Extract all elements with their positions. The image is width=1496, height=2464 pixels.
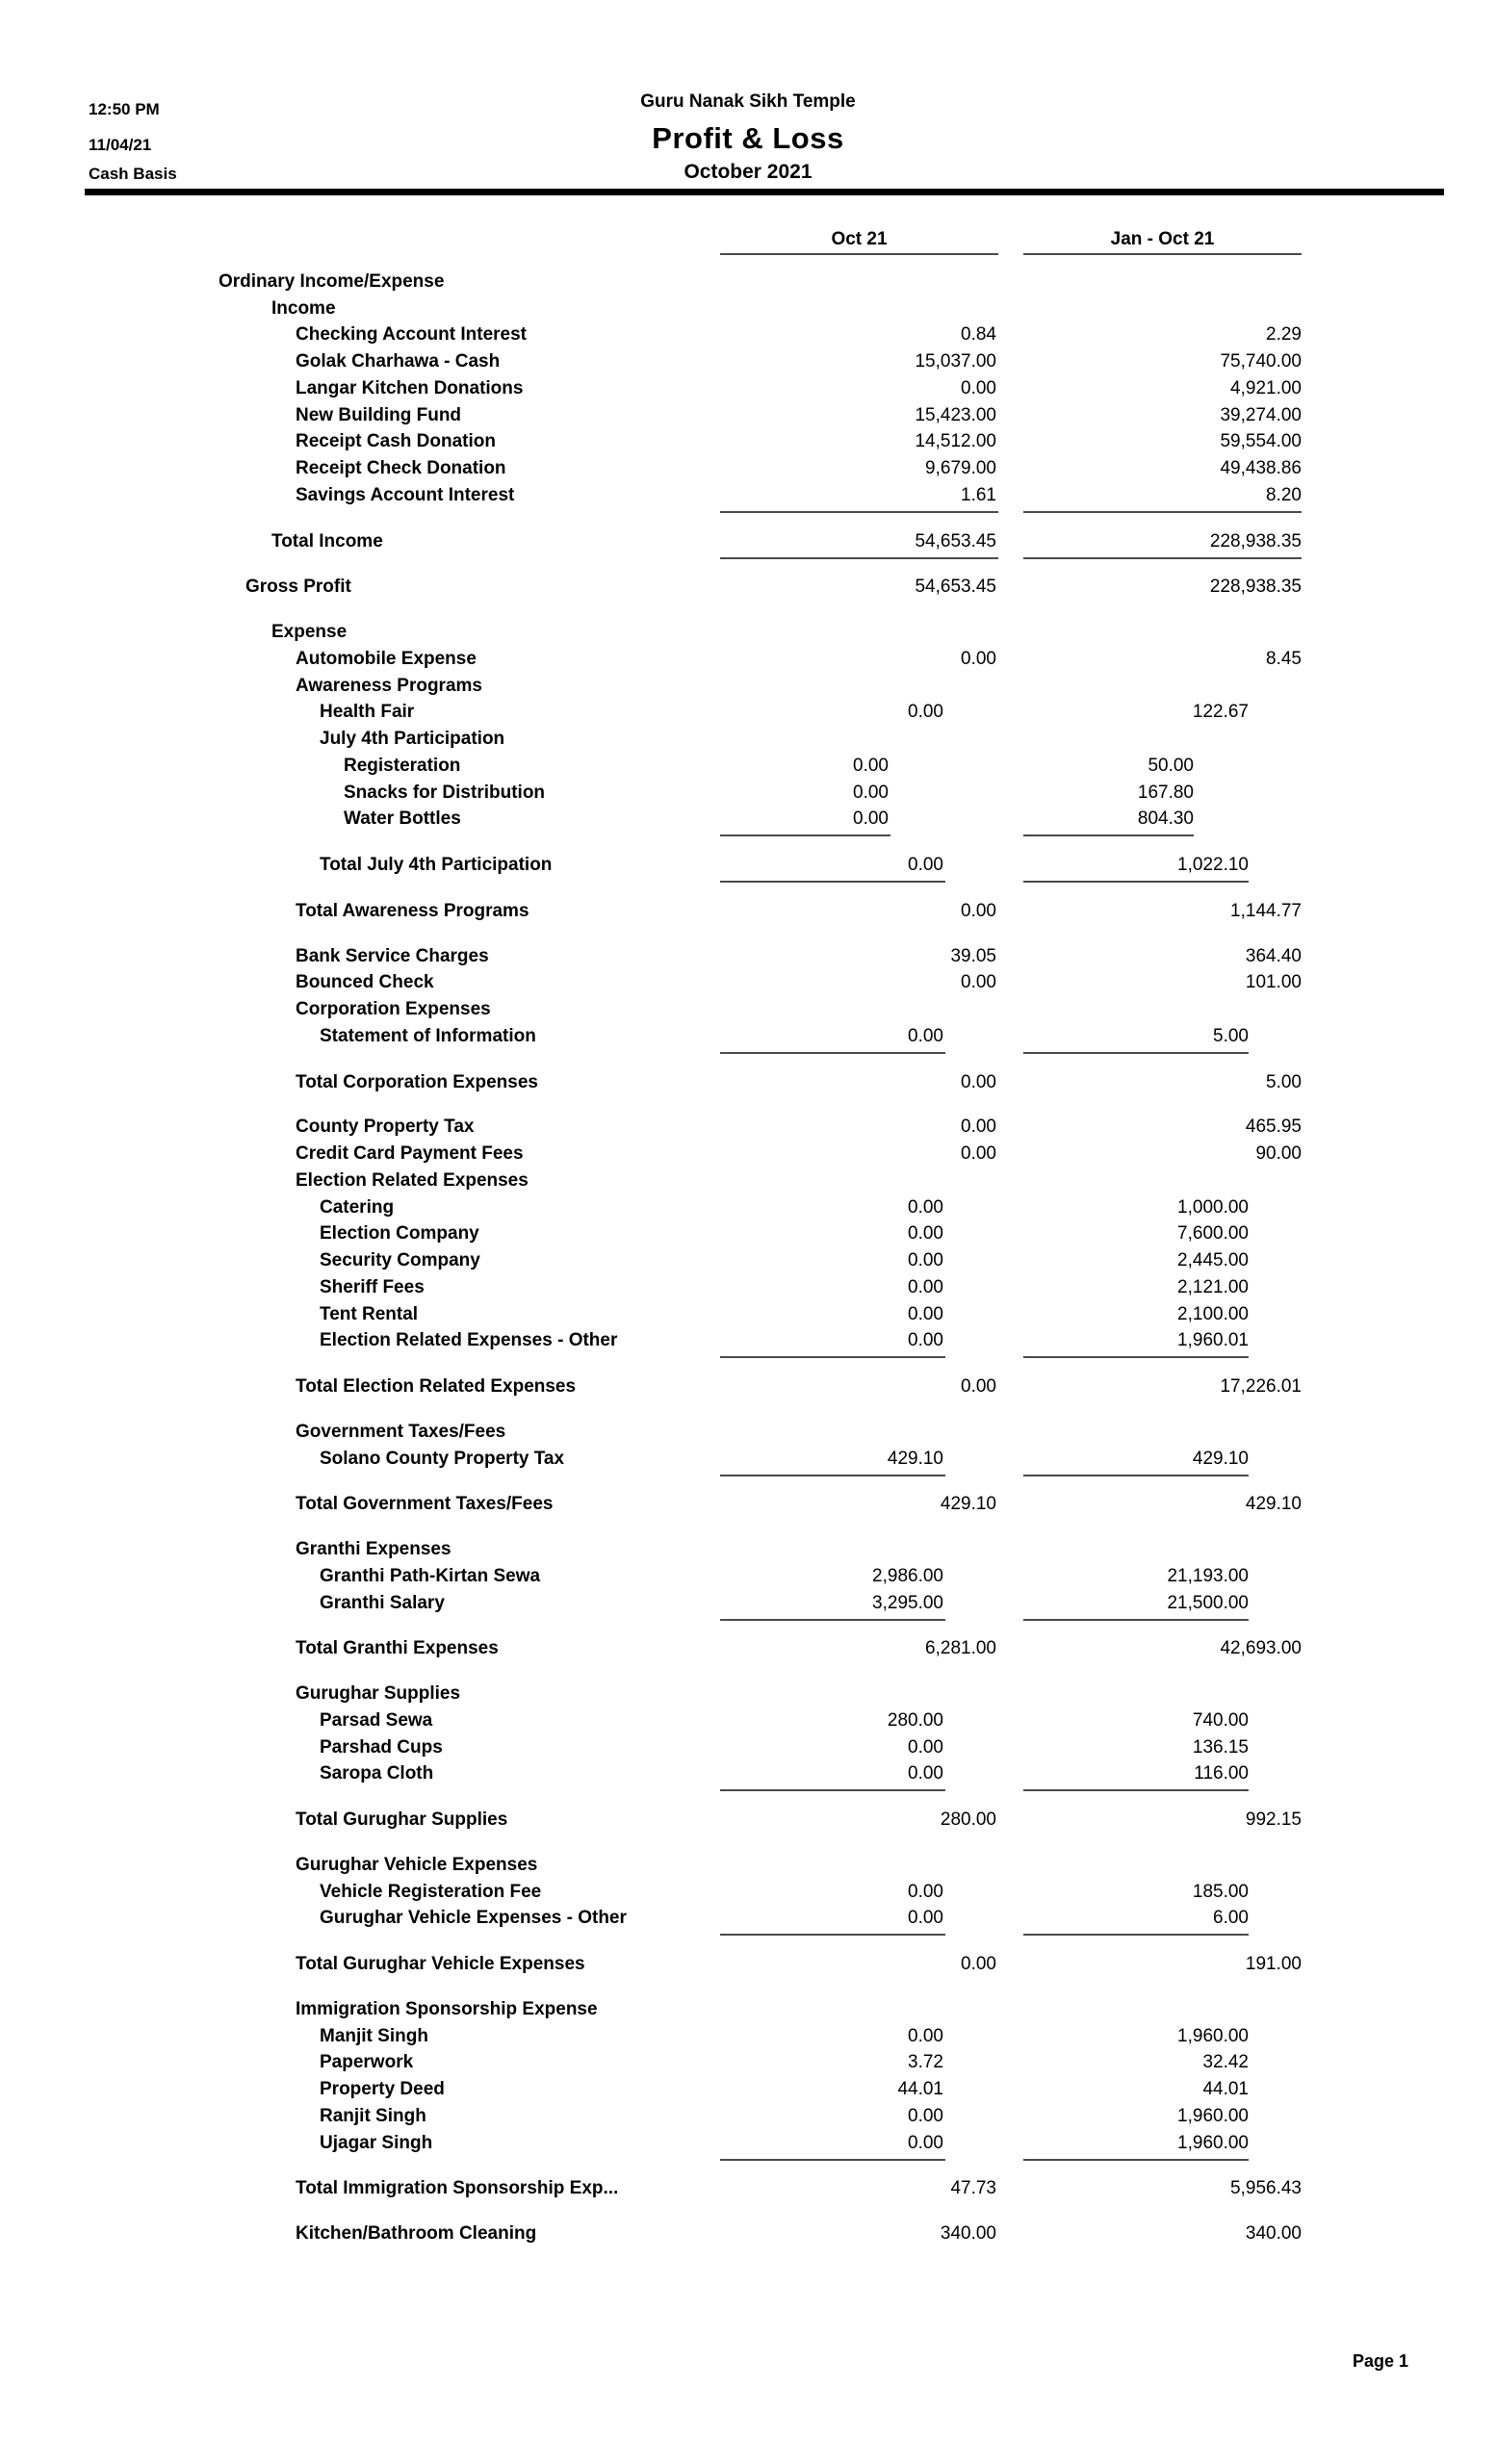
account-row	[0, 528, 1496, 555]
account-label: Income	[271, 297, 336, 319]
account-label: Registeration	[344, 755, 461, 776]
total-underline-oct	[720, 1356, 945, 1358]
total-underline	[0, 879, 1496, 898]
account-label: County Property Tax	[296, 1116, 475, 1138]
account-row	[0, 402, 1496, 429]
jan-oct-21-value: 740.00	[1192, 1709, 1249, 1731]
account-row	[0, 1590, 1496, 1617]
account-group-row	[0, 1419, 1496, 1446]
account-row	[0, 1141, 1496, 1168]
account-group-row	[0, 1996, 1496, 2023]
account-label: Gurughar Vehicle Expenses - Other	[320, 1908, 627, 1929]
jan-oct-21-value: 429.10	[1192, 1448, 1249, 1469]
account-row	[0, 1328, 1496, 1355]
oct-21-value: 0.00	[961, 900, 996, 921]
account-label: Total Gurughar Vehicle Expenses	[296, 1954, 585, 1975]
report-run-time: 12:50 PM	[89, 100, 160, 118]
account-row	[0, 1373, 1496, 1400]
account-row	[0, 1563, 1496, 1590]
account-row	[0, 455, 1496, 482]
jan-oct-21-value: 185.00	[1192, 1881, 1249, 1902]
account-label: Granthi Expenses	[296, 1539, 451, 1560]
account-label: Total Election Related Expenses	[296, 1376, 577, 1398]
report-title: Profit & Loss	[652, 121, 844, 155]
oct-21-value: 280.00	[940, 1810, 996, 1831]
account-label: Sheriff Fees	[320, 1276, 425, 1297]
oct-21-value: 15,423.00	[915, 404, 996, 425]
account-row	[0, 1194, 1496, 1221]
account-label: Election Related Expenses	[296, 1169, 529, 1191]
jan-oct-21-value: 5.00	[1213, 1025, 1249, 1046]
oct-21-value: 44.01	[897, 2079, 943, 2100]
section-gap	[0, 1518, 1496, 1536]
account-row	[0, 898, 1496, 925]
oct-21-value: 0.00	[908, 1736, 943, 1758]
oct-21-value: 1.61	[961, 484, 996, 505]
account-row	[0, 1807, 1496, 1834]
oct-21-value: 280.00	[887, 1709, 943, 1731]
total-underline-oct	[720, 1475, 945, 1476]
jan-oct-21-value: 21,193.00	[1167, 1565, 1249, 1586]
total-underline-oct	[720, 1619, 945, 1621]
account-group-row	[0, 269, 1496, 295]
total-underline-oct	[720, 2159, 945, 2161]
account-label: Total Income	[271, 530, 383, 552]
account-group-row	[0, 1681, 1496, 1707]
section-gap	[0, 1096, 1496, 1115]
account-label: Langar Kitchen Donations	[296, 377, 524, 398]
report-period: October 2021	[684, 161, 812, 183]
oct-21-value: 0.84	[961, 324, 996, 346]
total-underline-jan	[1023, 1475, 1249, 1476]
account-label: July 4th Participation	[320, 729, 505, 750]
account-label: Snacks for Distribution	[344, 782, 546, 803]
section-gap	[0, 1662, 1496, 1681]
jan-oct-21-value: 101.00	[1245, 972, 1302, 993]
jan-oct-21-value: 21,500.00	[1167, 1592, 1249, 1613]
organization-name: Guru Nanak Sikh Temple	[640, 91, 856, 112]
account-label: Manjit Singh	[320, 2025, 428, 2046]
jan-oct-21-value: 364.40	[1245, 945, 1302, 966]
jan-oct-21-value: 42,693.00	[1220, 1638, 1302, 1659]
oct-21-value: 0.00	[853, 755, 889, 776]
jan-oct-21-value: 32.42	[1202, 2052, 1249, 2073]
account-row	[0, 646, 1496, 673]
account-group-row	[0, 1168, 1496, 1194]
jan-oct-21-value: 50.00	[1148, 755, 1194, 776]
oct-21-value: 429.10	[940, 1494, 996, 1515]
total-underline-jan	[1023, 1619, 1249, 1621]
total-underline-jan	[1023, 2159, 1249, 2161]
oct-21-value: 0.00	[908, 1330, 943, 1351]
oct-21-value: 54,653.45	[915, 530, 996, 552]
account-label: Ordinary Income/Expense	[219, 270, 445, 292]
total-underline	[0, 1050, 1496, 1069]
oct-21-value: 47.73	[950, 2178, 996, 2199]
total-underline	[0, 509, 1496, 528]
account-row	[0, 1446, 1496, 1473]
column-underline-oct	[720, 253, 998, 255]
account-row	[0, 1707, 1496, 1734]
account-row	[0, 1221, 1496, 1248]
account-label: Ujagar Singh	[320, 2132, 433, 2153]
oct-21-value: 0.00	[961, 1954, 996, 1975]
column-underline-jan	[1023, 253, 1302, 255]
account-group-row	[0, 996, 1496, 1023]
account-row	[0, 2220, 1496, 2247]
oct-21-value: 0.00	[908, 2105, 943, 2126]
account-group-row	[0, 1536, 1496, 1563]
account-label: Corporation Expenses	[296, 999, 491, 1020]
jan-oct-21-value: 5,956.43	[1230, 2178, 1302, 2199]
account-row	[0, 1115, 1496, 1142]
oct-21-value: 54,653.45	[915, 577, 996, 598]
account-label: Total Gurughar Supplies	[296, 1810, 508, 1831]
total-underline	[0, 1473, 1496, 1492]
jan-oct-21-value: 191.00	[1245, 1954, 1302, 1975]
total-underline-oct	[720, 834, 890, 836]
jan-oct-21-value: 1,022.10	[1177, 855, 1249, 876]
oct-21-value: 0.00	[908, 1276, 943, 1297]
accounting-basis: Cash Basis	[89, 165, 177, 183]
account-row	[0, 700, 1496, 727]
jan-oct-21-value: 992.15	[1245, 1810, 1302, 1831]
report-body	[0, 227, 1496, 2247]
account-row	[0, 753, 1496, 780]
account-label: Total Corporation Expenses	[296, 1071, 538, 1092]
account-label: Saropa Cloth	[320, 1763, 434, 1784]
account-row	[0, 1879, 1496, 1906]
total-underline	[0, 555, 1496, 575]
account-label: Receipt Check Donation	[296, 458, 506, 479]
oct-21-value: 0.00	[908, 855, 943, 876]
account-label: Awareness Programs	[296, 675, 482, 696]
account-label: Total Awareness Programs	[296, 900, 529, 921]
jan-oct-21-value: 75,740.00	[1220, 351, 1302, 372]
jan-oct-21-value: 90.00	[1255, 1143, 1302, 1165]
account-row	[0, 1023, 1496, 1050]
account-row	[0, 2176, 1496, 2203]
total-underline	[0, 1617, 1496, 1636]
oct-21-value: 0.00	[908, 1196, 943, 1218]
jan-oct-21-value: 465.95	[1245, 1116, 1302, 1138]
account-group-row	[0, 295, 1496, 322]
total-underline	[0, 1932, 1496, 1951]
jan-oct-21-value: 44.01	[1202, 2079, 1249, 2100]
oct-21-value: 0.00	[908, 1250, 943, 1271]
total-underline-oct	[720, 1789, 945, 1791]
page-number: Page 1	[1352, 2351, 1408, 2371]
oct-21-value: 0.00	[908, 1025, 943, 1046]
account-label: Election Related Expenses - Other	[320, 1330, 618, 1351]
oct-21-value: 0.00	[908, 1881, 943, 1902]
total-underline	[0, 833, 1496, 852]
oct-21-value: 0.00	[908, 1908, 943, 1929]
jan-oct-21-value: 2,100.00	[1177, 1303, 1249, 1324]
account-label: Ranjit Singh	[320, 2105, 426, 2126]
jan-oct-21-value: 6.00	[1213, 1908, 1249, 1929]
account-label: Receipt Cash Donation	[296, 431, 496, 452]
account-label: Government Taxes/Fees	[296, 1421, 506, 1442]
section-gap	[0, 1400, 1496, 1419]
total-underline-jan	[1023, 1356, 1249, 1358]
account-label: Total Immigration Sponsorship Exp...	[296, 2178, 619, 2199]
jan-oct-21-value: 4,921.00	[1230, 377, 1302, 398]
account-row	[0, 2130, 1496, 2157]
account-label: Granthi Salary	[320, 1592, 445, 1613]
oct-21-value: 340.00	[940, 2223, 996, 2245]
account-row	[0, 1301, 1496, 1328]
account-row	[0, 1761, 1496, 1788]
jan-oct-21-value: 340.00	[1245, 2223, 1302, 2245]
total-underline	[0, 2157, 1496, 2176]
account-label: Total July 4th Participation	[320, 855, 553, 876]
account-row	[0, 1247, 1496, 1274]
account-row	[0, 1274, 1496, 1301]
account-group-row	[0, 673, 1496, 700]
jan-oct-21-value: 7,600.00	[1177, 1223, 1249, 1245]
account-row	[0, 2050, 1496, 2077]
account-row	[0, 943, 1496, 970]
oct-21-value: 9,679.00	[925, 458, 996, 479]
oct-21-value: 0.00	[908, 1223, 943, 1245]
column-header-oct: Oct 21	[831, 229, 888, 249]
jan-oct-21-value: 228,938.35	[1209, 577, 1302, 598]
total-underline-jan	[1023, 834, 1194, 836]
account-label: Vehicle Registeration Fee	[320, 1881, 542, 1902]
jan-oct-21-value: 1,000.00	[1177, 1196, 1249, 1218]
account-row	[0, 575, 1496, 602]
account-label: Solano County Property Tax	[320, 1448, 565, 1469]
total-underline-jan	[1023, 1052, 1249, 1054]
oct-21-value: 0.00	[961, 972, 996, 993]
account-row	[0, 1734, 1496, 1761]
total-underline-jan	[1023, 1789, 1249, 1791]
total-underline-oct	[720, 557, 998, 559]
account-label: Gurughar Supplies	[296, 1683, 461, 1705]
account-label: Election Company	[320, 1223, 479, 1245]
header-divider-rule	[85, 189, 1444, 195]
account-row	[0, 1492, 1496, 1519]
account-row	[0, 348, 1496, 375]
account-label: New Building Fund	[296, 404, 462, 425]
oct-21-value: 6,281.00	[925, 1638, 996, 1659]
jan-oct-21-value: 1,960.00	[1177, 2025, 1249, 2046]
jan-oct-21-value: 1,960.00	[1177, 2132, 1249, 2153]
oct-21-value: 3,295.00	[872, 1592, 943, 1613]
oct-21-value: 0.00	[908, 1303, 943, 1324]
oct-21-value: 2,986.00	[872, 1565, 943, 1586]
account-label: Health Fair	[320, 702, 415, 723]
account-row	[0, 429, 1496, 456]
jan-oct-21-value: 1,144.77	[1230, 900, 1302, 921]
column-header-underline	[0, 252, 1496, 269]
account-label: Catering	[320, 1196, 395, 1218]
oct-21-value: 14,512.00	[915, 431, 996, 452]
jan-oct-21-value: 2.29	[1266, 324, 1302, 346]
column-header-jan-oct: Jan - Oct 21	[1110, 229, 1215, 249]
account-row	[0, 780, 1496, 807]
oct-21-value: 0.00	[961, 1376, 996, 1398]
jan-oct-21-value: 2,445.00	[1177, 1250, 1249, 1271]
account-label: Parshad Cups	[320, 1736, 443, 1758]
oct-21-value: 0.00	[908, 702, 943, 723]
jan-oct-21-value: 116.00	[1194, 1763, 1249, 1784]
account-row	[0, 2023, 1496, 2050]
account-label: Tent Rental	[320, 1303, 419, 1324]
account-label: Total Government Taxes/Fees	[296, 1494, 554, 1515]
total-underline-oct	[720, 881, 945, 883]
account-label: Golak Charhawa - Cash	[296, 351, 501, 372]
oct-21-value: 0.00	[908, 2025, 943, 2046]
jan-oct-21-value: 39,274.00	[1220, 404, 1302, 425]
oct-21-value: 39.05	[950, 945, 996, 966]
account-label: Paperwork	[320, 2052, 414, 2073]
oct-21-value: 0.00	[961, 377, 996, 398]
account-label: Total Granthi Expenses	[296, 1638, 499, 1659]
oct-21-value: 15,037.00	[915, 351, 996, 372]
account-label: Immigration Sponsorship Expense	[296, 1998, 598, 2019]
account-label: Gross Profit	[245, 577, 351, 598]
account-row	[0, 1069, 1496, 1096]
total-underline-jan	[1023, 557, 1302, 559]
account-label: Savings Account Interest	[296, 484, 515, 505]
account-label: Kitchen/Bathroom Cleaning	[296, 2223, 537, 2245]
section-gap	[0, 2202, 1496, 2220]
account-label: Gurughar Vehicle Expenses	[296, 1854, 538, 1875]
jan-oct-21-value: 59,554.00	[1220, 431, 1302, 452]
jan-oct-21-value: 8.45	[1266, 648, 1302, 669]
jan-oct-21-value: 5.00	[1266, 1071, 1302, 1092]
jan-oct-21-value: 167.80	[1137, 782, 1194, 803]
total-underline-jan	[1023, 1934, 1249, 1936]
jan-oct-21-value: 122.67	[1192, 702, 1249, 723]
oct-21-value: 0.00	[908, 2132, 943, 2153]
report-rows	[0, 269, 1496, 2247]
jan-oct-21-value: 17,226.01	[1220, 1376, 1302, 1398]
jan-oct-21-value: 804.30	[1137, 808, 1194, 830]
account-label: Automobile Expense	[296, 648, 477, 669]
oct-21-value: 0.00	[908, 1763, 943, 1784]
total-underline-oct	[720, 511, 998, 513]
account-label: Expense	[271, 622, 348, 643]
account-group-row	[0, 1852, 1496, 1879]
jan-oct-21-value: 2,121.00	[1177, 1276, 1249, 1297]
oct-21-value: 429.10	[887, 1448, 943, 1469]
total-underline	[0, 1354, 1496, 1373]
account-label: Security Company	[320, 1250, 480, 1271]
jan-oct-21-value: 1,960.01	[1177, 1330, 1249, 1351]
oct-21-value: 0.00	[961, 648, 996, 669]
oct-21-value: 3.72	[908, 2052, 943, 2073]
jan-oct-21-value: 1,960.00	[1177, 2105, 1249, 2126]
account-row	[0, 482, 1496, 509]
total-underline	[0, 1787, 1496, 1807]
section-gap	[0, 1834, 1496, 1852]
total-underline-jan	[1023, 511, 1302, 513]
section-gap	[0, 601, 1496, 619]
section-gap	[0, 925, 1496, 943]
oct-21-value: 0.00	[853, 808, 889, 830]
oct-21-value: 0.00	[961, 1143, 996, 1165]
account-row	[0, 807, 1496, 834]
account-row	[0, 2076, 1496, 2103]
column-header-row	[0, 227, 1496, 252]
account-label: Granthi Path-Kirtan Sewa	[320, 1565, 541, 1586]
section-gap	[0, 1978, 1496, 1996]
account-row	[0, 2103, 1496, 2130]
oct-21-value: 0.00	[961, 1071, 996, 1092]
oct-21-value: 0.00	[961, 1116, 996, 1138]
account-row	[0, 1951, 1496, 1978]
account-label: Bank Service Charges	[296, 945, 489, 966]
account-row	[0, 1906, 1496, 1933]
jan-oct-21-value: 8.20	[1266, 484, 1302, 505]
account-row	[0, 852, 1496, 879]
jan-oct-21-value: 49,438.86	[1220, 458, 1302, 479]
account-row	[0, 322, 1496, 349]
account-label: Credit Card Payment Fees	[296, 1143, 524, 1165]
jan-oct-21-value: 136.15	[1192, 1736, 1249, 1758]
oct-21-value: 0.00	[853, 782, 889, 803]
account-label: Bounced Check	[296, 972, 434, 993]
account-row	[0, 1636, 1496, 1663]
account-label: Statement of Information	[320, 1025, 536, 1046]
account-group-row	[0, 619, 1496, 646]
jan-oct-21-value: 228,938.35	[1209, 530, 1302, 552]
account-row	[0, 375, 1496, 402]
account-label: Checking Account Interest	[296, 324, 528, 346]
account-row	[0, 970, 1496, 997]
total-underline-oct	[720, 1934, 945, 1936]
report-run-date: 11/04/21	[89, 136, 152, 154]
jan-oct-21-value: 429.10	[1245, 1494, 1302, 1515]
account-label: Property Deed	[320, 2079, 445, 2100]
account-group-row	[0, 726, 1496, 753]
total-underline-jan	[1023, 881, 1249, 883]
account-label: Parsad Sewa	[320, 1709, 433, 1731]
account-label: Water Bottles	[344, 808, 461, 830]
total-underline-oct	[720, 1052, 945, 1054]
